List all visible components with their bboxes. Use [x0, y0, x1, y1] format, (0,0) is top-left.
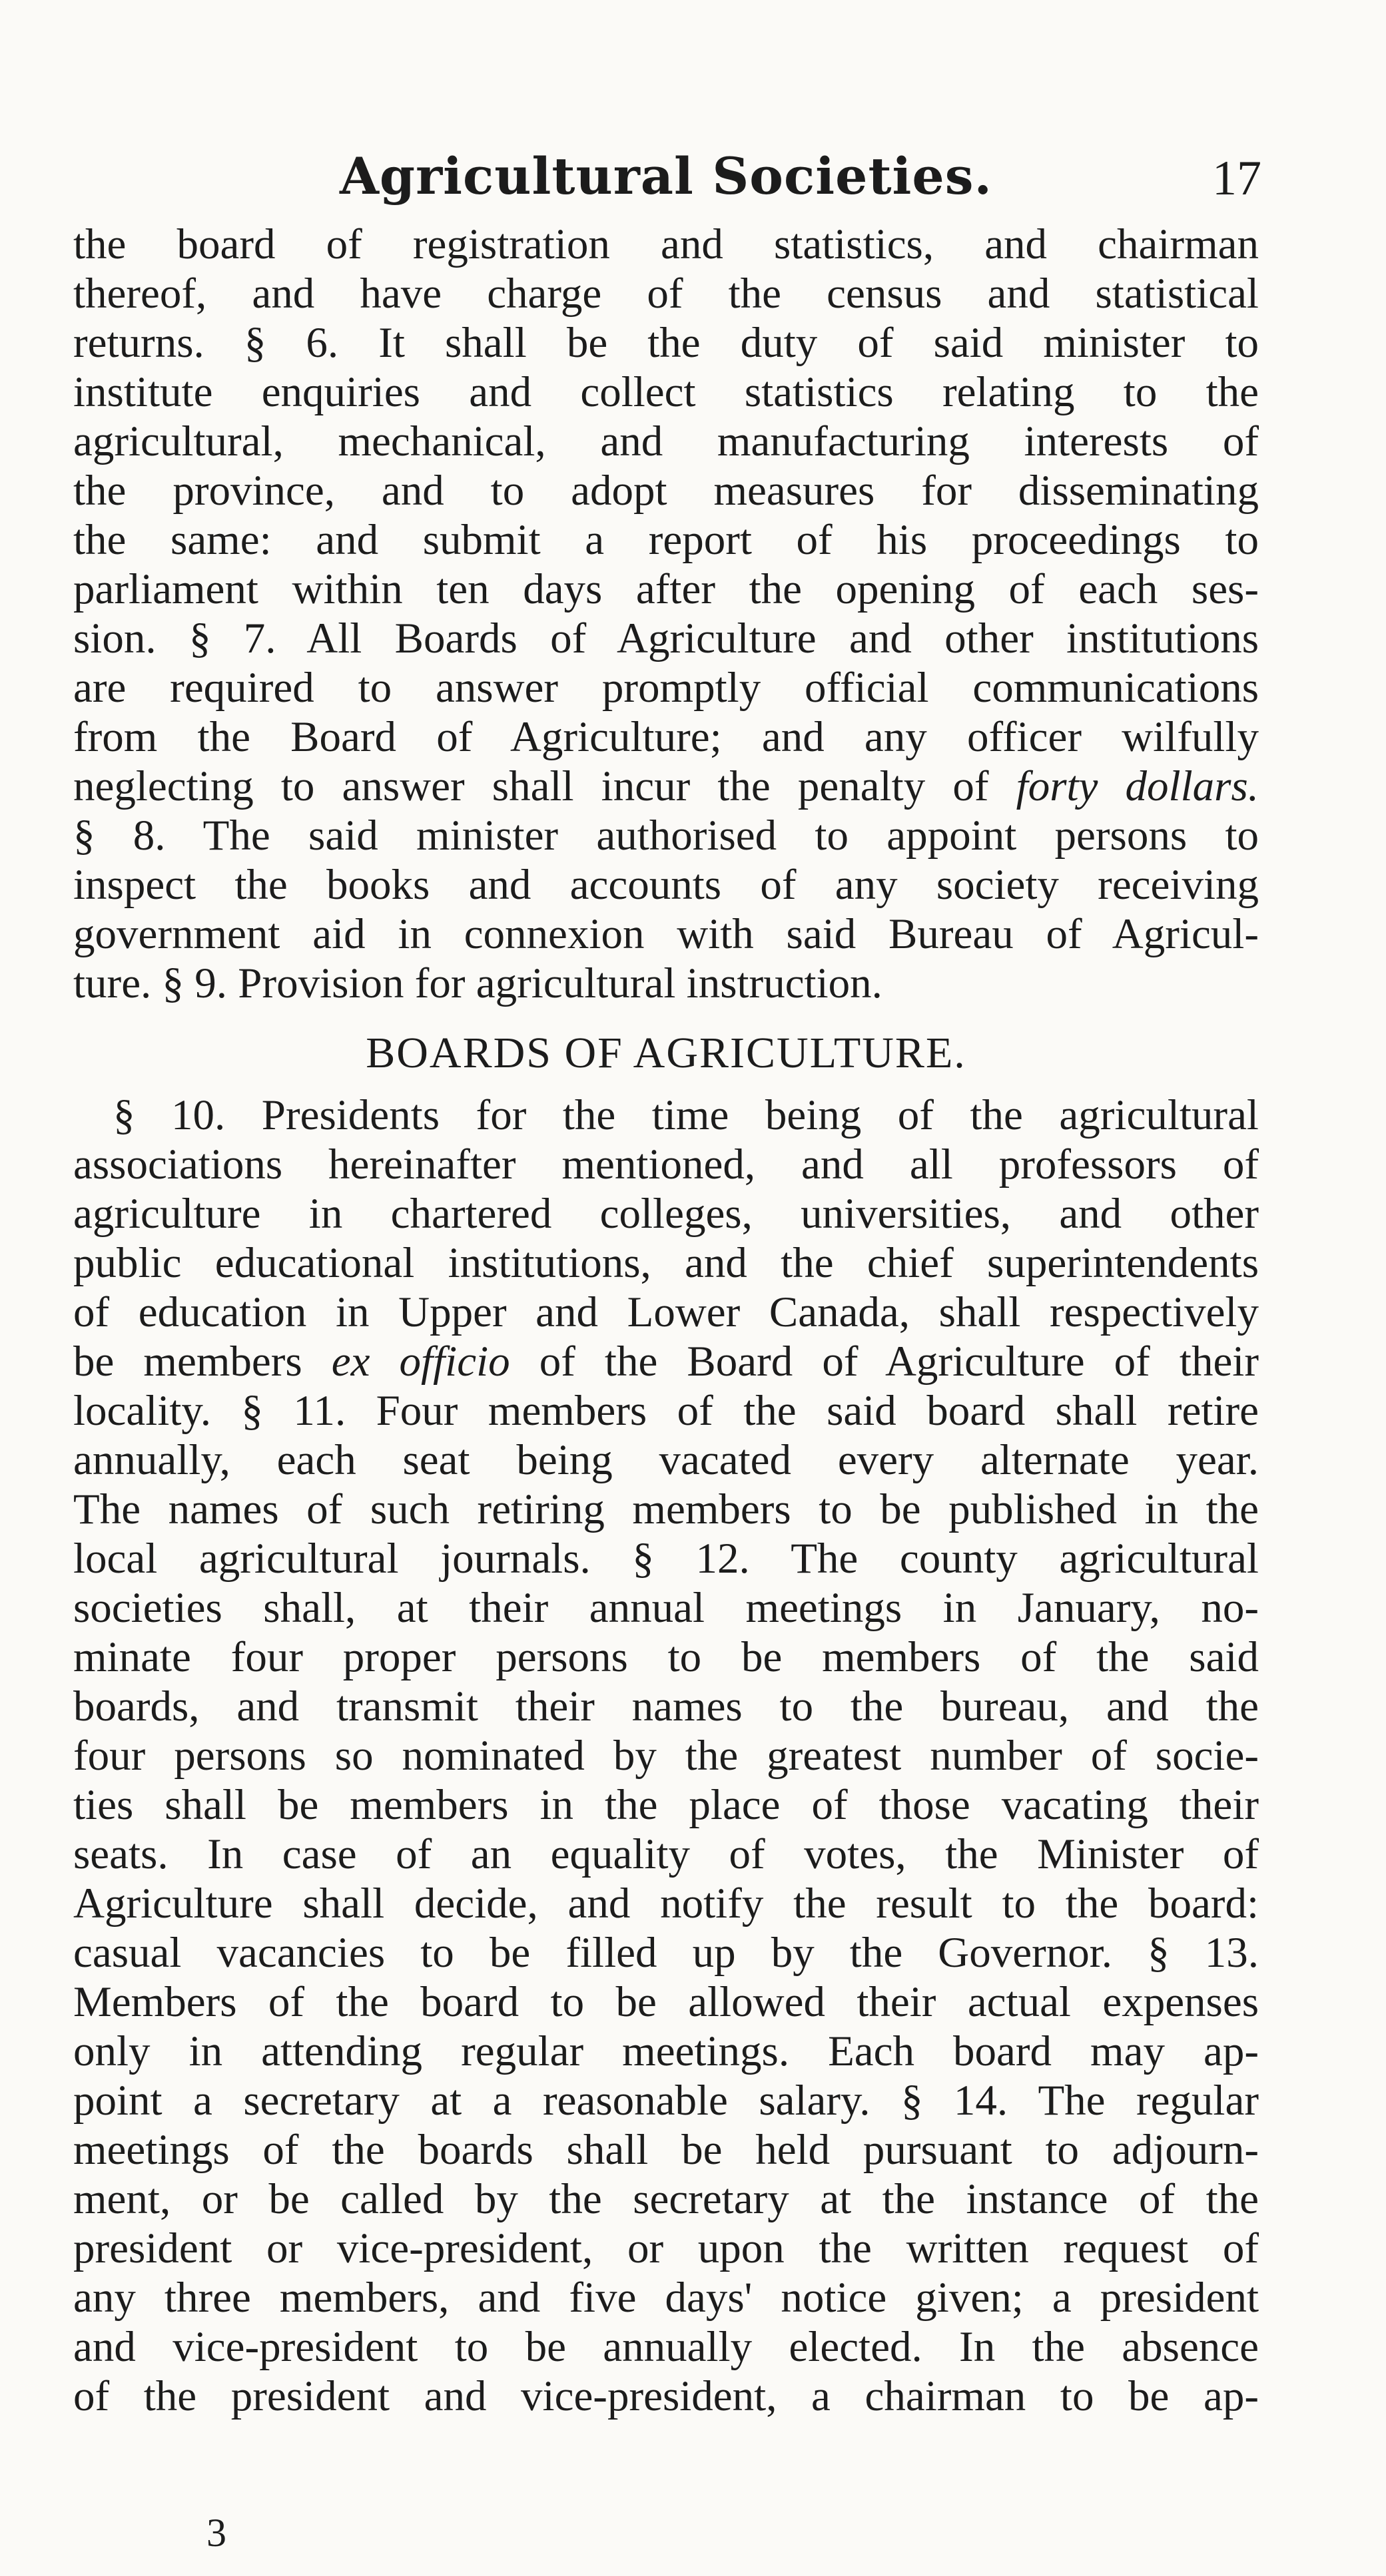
- text-line: four persons so nominated by the greatest number of socie-: [73, 1732, 1259, 1780]
- text-line: societies shall, at their annual meetings in January, no-: [73, 1584, 1259, 1632]
- text-line: boards, and transmit their names to the bureau, and the: [73, 1682, 1259, 1730]
- text-line: associations hereinafter mentioned, and all professors of: [73, 1141, 1259, 1188]
- text-line: returns. § 6. It shall be the duty of said minister to: [73, 319, 1259, 367]
- text-line: agricultural, mechanical, and manufacturing interests of: [73, 417, 1259, 465]
- running-header: [73, 133, 1259, 220]
- section-heading: BOARDS OF AGRICULTURE.: [366, 1029, 966, 1077]
- text-line: sion. § 7. All Boards of Agriculture and other institutions: [73, 615, 1259, 662]
- text-line: the same: and submit a report of his proceedings to: [73, 516, 1259, 564]
- text-line: government aid in connexion with said Bureau of Agricul-: [73, 910, 1259, 958]
- text-line: The names of such retiring members to be published in the: [73, 1485, 1259, 1533]
- signature-mark: 3: [206, 2511, 226, 2555]
- text-line: ties shall be members in the place of those vacating their: [73, 1781, 1259, 1829]
- text-line: Agriculture shall decide, and notify the result to the board:: [73, 1880, 1259, 1928]
- text-line: seats. In case of an equality of votes, the Minister of: [73, 1830, 1259, 1878]
- running-title: Agricultural Societies.: [339, 146, 993, 206]
- penalty-lead-text: neglecting to answer shall incur the penalty of: [73, 762, 1016, 810]
- document-page: [73, 133, 1259, 2421]
- text-line: ture. § 9. Provision for agricultural instruction.: [73, 959, 882, 1007]
- penalty-amount: forty dollars.: [1016, 762, 1259, 810]
- text-line: agriculture in chartered colleges, universities, and other: [73, 1190, 1259, 1238]
- text-line: point a secretary at a reasonable salary. § 14. The regular: [73, 2077, 1259, 2125]
- text-line: and vice-president to be annually elected. In the absence: [73, 2323, 1259, 2371]
- text-line: president or vice-president, or upon the written request of: [73, 2224, 1259, 2272]
- text-line: are required to answer promptly official communications: [73, 664, 1259, 712]
- text-line: institute enquiries and collect statistics relating to the: [73, 368, 1259, 416]
- text-line: Members of the board to be allowed their actual expenses: [73, 1978, 1259, 2026]
- text-line: of the president and vice-president, a chairman to be ap-: [73, 2372, 1259, 2420]
- text-line: inspect the books and accounts of any society receiving: [73, 861, 1259, 909]
- text-line: only in attending regular meetings. Each board may ap-: [73, 2027, 1259, 2075]
- ex-officio-lead-text: be members: [73, 1338, 332, 1386]
- paragraph-statistics: [73, 220, 1259, 1008]
- text-line: meetings of the boards shall be held pursuant to adjourn-: [73, 2126, 1259, 2174]
- text-line: ment, or be called by the secretary at the instance of the: [73, 2175, 1259, 2223]
- text-line: the province, and to adopt measures for disseminating: [73, 467, 1259, 515]
- text-line: annually, each seat being vacated every alternate year.: [73, 1436, 1259, 1484]
- text-line: any three members, and five days' notice given; a president: [73, 2274, 1259, 2322]
- text-line: thereof, and have charge of the census and statistical: [73, 270, 1259, 318]
- ex-officio-tail-text: of the Board of Agriculture of their: [510, 1338, 1259, 1386]
- paragraph-boards: [73, 1091, 1259, 2421]
- ex-officio-term: ex officio: [331, 1338, 510, 1386]
- text-line: of education in Upper and Lower Canada, shall respectively: [73, 1288, 1259, 1336]
- text-line: from the Board of Agriculture; and any officer wilfully: [73, 713, 1259, 761]
- text-line: local agricultural journals. § 12. The county agricultural: [73, 1535, 1259, 1583]
- text-line: locality. § 11. Four members of the said board shall retire: [73, 1387, 1259, 1435]
- text-line: casual vacancies to be filled up by the Governor. § 13.: [73, 1929, 1259, 1977]
- text-line: public educational institutions, and the chief superintendents: [73, 1239, 1259, 1287]
- text-line-ex-officio: [73, 1337, 1259, 1386]
- text-line: parliament within ten days after the opening of each ses-: [73, 565, 1259, 613]
- page-number: 17: [1212, 151, 1261, 206]
- text-line: § 8. The said minister authorised to appoint persons to: [73, 812, 1259, 860]
- text-line-penalty: [73, 762, 1259, 811]
- text-line: the board of registration and statistics, and chairman: [73, 220, 1259, 268]
- text-line: minate four proper persons to be members of the said: [73, 1633, 1259, 1681]
- text-line: § 10. Presidents for the time being of the agricultural: [113, 1091, 1259, 1139]
